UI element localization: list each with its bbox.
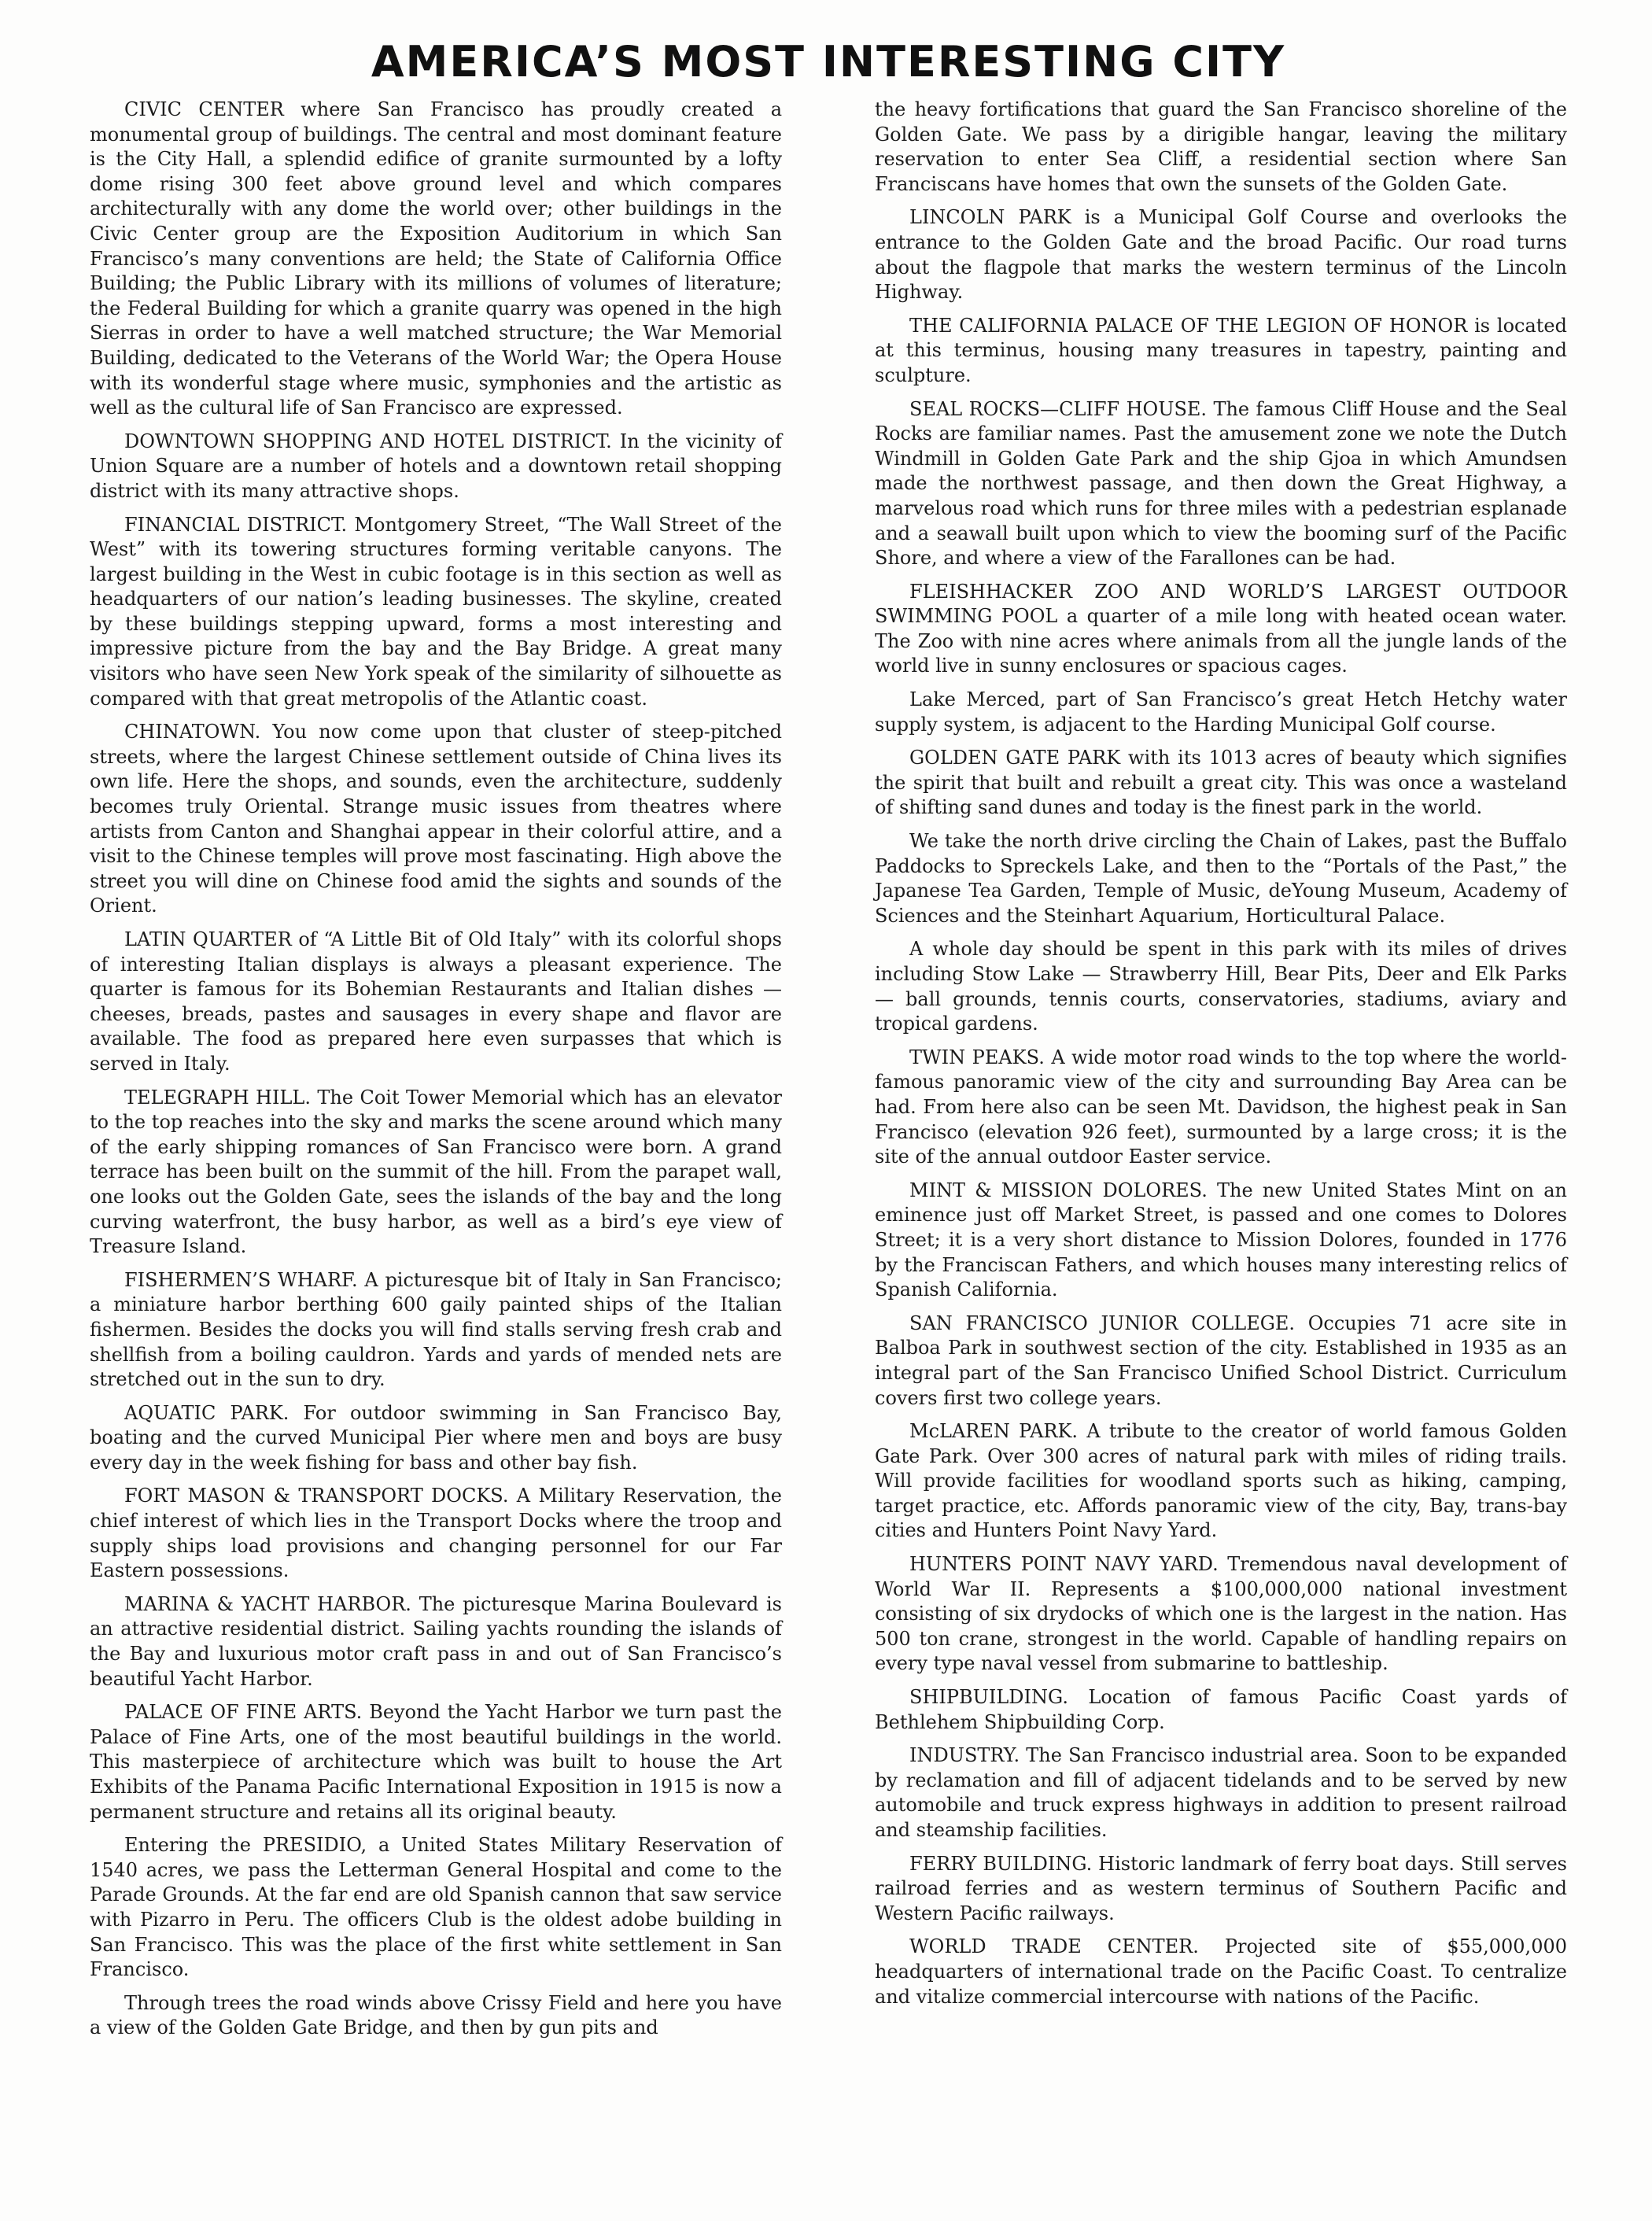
paragraph: the heavy fortifications that guard the San Francisco shoreline of the Golden Gate. We pass by a dirigible hangar, leaving the military reservation to enter Sea Cliff, a residential section where San Franciscans have homes that own the sunsets of the Golden Gate. [875, 98, 1567, 195]
paragraph: AQUATIC PARK. For outdoor swimming in San Francisco Bay, boating and the curved Municipal Pier where men and boys are busy every day in the week fishing for bass and other bay fish. [90, 1401, 782, 1474]
paragraph: TELEGRAPH HILL. The Coit Tower Memorial which has an elevator to the top reaches into the sky and marks the scene around which many of the early shipping romances of San Francisco were born. A grand terrace has been built on the summit of the hill. From the parapet wall, one looks out the Golden Gate, sees the islands of the bay and the long curving waterfront, the busy harbor, as well as a bird’s eye view of Treasure Island. [90, 1086, 782, 1258]
paragraph: FERRY BUILDING. Historic landmark of ferry boat days. Still serves railroad ferries and as western terminus of Southern Pacific and Western Pacific railways. [875, 1852, 1567, 1924]
paragraph: Through trees the road winds above Crissy Field and here you have a view of the Golden Gate Bridge, and then by gun pits and [90, 1991, 782, 2039]
paragraph: HUNTERS POINT NAVY YARD. Tremendous naval development of World War II. Represents a $100,000,000 national investment consisting of six drydocks of which one is the largest in the nation. Has 500 ton crane, strongest in the world. Capable of handling repairs on every type naval vessel from submarine to battleship. [875, 1553, 1567, 1675]
paragraph: MINT & MISSION DOLORES. The new United States Mint on an eminence just off Market Street, is passed and one comes to Dolores Street; it is a very short distance to Mission Dolores, founded in 1776 by the Franciscan Fathers, and which houses many interesting relics of Spanish California. [875, 1179, 1567, 1301]
paragraph: LINCOLN PARK is a Municipal Golf Course and overlooks the entrance to the Golden Gate and the broad Pacific. Our road turns about the flagpole that marks the western terminus of the Lincoln Highway. [875, 206, 1567, 304]
paragraph: MARINA & YACHT HARBOR. The picturesque Marina Boulevard is an attractive residential district. Sailing yachts rounding the islands of the Bay and luxurious motor craft pass in and out of San Francisco’s beautiful Yacht Harbor. [90, 1592, 782, 1690]
right-column [875, 98, 1567, 2049]
paragraph: Lake Merced, part of San Francisco’s great Hetch Hetchy water supply system, is adjacent to the Harding Municipal Golf course. [875, 688, 1567, 736]
paragraph: McLAREN PARK. A tribute to the creator of world famous Golden Gate Park. Over 300 acres of natural park with miles of riding trails. Will provide facilities for woodland sports such as hiking, camping, target practice, etc. Affords panoramic view of the city, Bay, trans-bay cities and Hunters Point Navy Yard. [875, 1420, 1567, 1542]
paragraph: CIVIC CENTER where San Francisco has proudly created a monumental group of buildings. The central and most dominant feature is the City Hall, a splendid edifice of granite surmounted by a lofty dome rising 300 feet above ground level and which compares architecturally with any dome the world over; other buildings in the Civic Center group are the Exposition Auditorium in which San Francisco’s many conventions are held; the State of California Office Building; the Public Library with its millions of volumes of literature; the Federal Building for which a granite quarry was opened in the high Sierras in order to have a well matched structure; the War Memorial Building, dedicated to the Veterans of the World War; the Opera House with its wonderful stage where music, symphonies and the artistic as well as the cultural life of San Francisco are expressed. [90, 98, 782, 419]
paragraph: INDUSTRY. The San Francisco industrial area. Soon to be expanded by reclamation and fill of adjacent tidelands and to be served by new automobile and truck express highways in addition to present railroad and steamship facilities. [875, 1744, 1567, 1841]
paragraph: WORLD TRADE CENTER. Projected site of $55,000,000 headquarters of international trade on the Pacific Coast. To centralize and vitalize commercial intercourse with nations of the Pacific. [875, 1935, 1567, 2008]
left-column [90, 98, 782, 2049]
paragraph: TWIN PEAKS. A wide motor road winds to the top where the world-famous panoramic view of the city and surrounding Bay Area can be had. From here also can be seen Mt. Davidson, the highest peak in San Francisco (elevation 926 feet), surmounted by a large cross; it is the site of the annual outdoor Easter service. [875, 1046, 1567, 1168]
paragraph: FORT MASON & TRANSPORT DOCKS. A Military Reservation, the chief interest of which lies in the Transport Docks where the troop and supply ships load provisions and changing personnel for our Far Eastern possessions. [90, 1485, 782, 1582]
paragraph: FLEISHHACKER ZOO AND WORLD’S LARGEST OUTDOOR SWIMMING POOL a quarter of a mile long with heated ocean water. The Zoo with nine acres where animals from all the jungle lands of the world live in sunny enclosures or spacious cages. [875, 580, 1567, 677]
paragraph: SAN FRANCISCO JUNIOR COLLEGE. Occupies 71 acre site in Balboa Park in southwest section of the city. Established in 1935 as an integral part of the San Francisco Unified School District. Curriculum covers first two college years. [875, 1312, 1567, 1409]
paragraph: FINANCIAL DISTRICT. Montgomery Street, “The Wall Street of the West” with its towering structures forming veritable canyons. The largest building in the West in cubic footage is in this section as well as headquarters of our nation’s leading businesses. The skyline, created by these buildings stepping upward, forms a most interesting and impressive picture from the bay and the Bay Bridge. A great many visitors who have seen New York speak of the similarity of silhouette as compared with that great metropolis of the Atlantic coast. [90, 513, 782, 710]
paragraph: CHINATOWN. You now come upon that cluster of steep-pitched streets, where the largest Chinese settlement outside of China lives its own life. Here the shops, and sounds, even the architecture, suddenly becomes truly Oriental. Strange music issues from theatres where artists from Canton and Shanghai appear in their colorful attire, and a visit to the Chinese temples will prove most fascinating. High above the street you will dine on Chinese food amid the sights and sounds of the Orient. [90, 721, 782, 917]
paragraph: SHIPBUILDING. Location of famous Pacific Coast yards of Bethlehem Shipbuilding Corp. [875, 1686, 1567, 1733]
paragraph: We take the north drive circling the Chain of Lakes, past the Buffalo Paddocks to Spreckels Lake, and then to the “Portals of the Past,” the Japanese Tea Garden, Temple of Music, deYoung Museum, Academy of Sciences and the Steinhart Aquarium, Horticultural Palace. [875, 830, 1567, 927]
text-columns [90, 98, 1567, 2049]
paragraph: SEAL ROCKS—CLIFF HOUSE. The famous Cliff House and the Seal Rocks are familiar names. Past the amusement zone we note the Dutch Windmill in Golden Gate Park and the ship Gjoa in which Amundsen made the northwest passage, and then down the Great Highway, a marvelous road which runs for three miles with a pedestrian esplanade and a seawall built upon which to view the booming surf of the Pacific Shore, and where a view of the Farallones can be had. [875, 397, 1567, 570]
paragraph: LATIN QUARTER of “A Little Bit of Old Italy” with its colorful shops of interesting Italian displays is always a pleasant experience. The quarter is famous for its Bohemian Restaurants and Italian dishes — cheeses, breads, pastes and sausages in every shape and flavor are available. The food as prepared here even surpasses that which is served in Italy. [90, 928, 782, 1075]
paragraph: FISHERMEN’S WHARF. A picturesque bit of Italy in San Francisco; a miniature harbor berthing 600 gaily painted ships of the Italian fishermen. Besides the docks you will find stalls serving fresh crab and shellfish from a boiling cauldron. Yards and yards of mended nets are stretched out in the sun to dry. [90, 1268, 782, 1391]
paragraph: GOLDEN GATE PARK with its 1013 acres of beauty which signifies the spirit that built and rebuilt a great city. This was once a wasteland of shifting sand dunes and today is the finest park in the world. [875, 747, 1567, 819]
paragraph: Entering the PRESIDIO, a United States Military Reservation of 1540 acres, we pass the Letterman General Hospital and come to the Parade Grounds. At the far end are old Spanish cannon that saw service with Pizarro in Peru. The officers Club is the oldest adobe building in San Francisco. This was the place of the first white settlement in San Francisco. [90, 1834, 782, 1981]
paragraph: THE CALIFORNIA PALACE OF THE LEGION OF HONOR is located at this terminus, housing many treasures in tapestry, painting and sculpture. [875, 314, 1567, 386]
paragraph: PALACE OF FINE ARTS. Beyond the Yacht Harbor we turn past the Palace of Fine Arts, one of the most beautiful buildings in the world. This masterpiece of architecture which was built to house the Art Exhibits of the Panama Pacific International Exposition in 1915 is now a permanent structure and retains all its original beauty. [90, 1701, 782, 1823]
paragraph: DOWNTOWN SHOPPING AND HOTEL DISTRICT. In the vicinity of Union Square are a number of hotels and a downtown retail shopping district with its many attractive shops. [90, 430, 782, 502]
page-title: AMERICA’S MOST INTERESTING CITY [371, 37, 1286, 87]
paragraph: A whole day should be spent in this park with its miles of drives including Stow Lake — Strawberry Hill, Bear Pits, Deer and Elk Parks — ball grounds, tennis courts, conservatories, stadiums, aviary and tropical gardens. [875, 938, 1567, 1035]
